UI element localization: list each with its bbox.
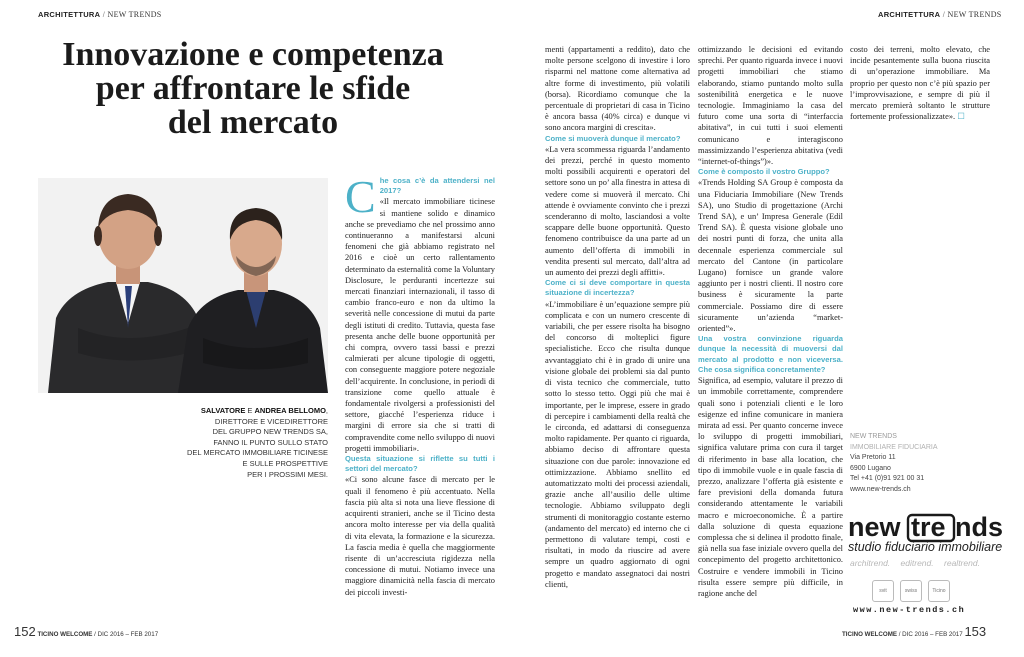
title-line: Innovazione e competenza — [62, 36, 444, 73]
certification-badges — [872, 580, 1002, 602]
section-sub: NEW TRENDS — [107, 10, 162, 19]
two-men-portrait-illustration — [38, 178, 328, 393]
portrait-photo — [38, 178, 328, 393]
article-title — [38, 38, 468, 140]
brand-realtrend: realtrend. — [944, 558, 980, 568]
interview-answer: Significa, ad esempio, valutare il prezzo di un immobile correttamente, comprendere quali sono i potenziali clienti e le loro esigenze ed infine comunicare in maniera mirata ad essi. Per quanto concerne invece lo sviluppo di progetti immobiliari, significa valutare prima con cura il target di riferimento in base alla location, che tipo di immobile vuole e in quale fascia di prezzo, analizzare l’offerta già esistente e fare previsioni della domanda futura considerando attentamente le variabili macro e microeconomiche. È a partire dalla soluzione di questa equazione complessa che si delinea il prodotto finale, già nella sua fase iniziale ovvero quella del concepimento del progetto architettonico. Costruire e vendere immobili in Ticino risulta essere sempre più difficile, in ragione anche del — [698, 376, 843, 598]
caption-conjunction: E — [245, 406, 255, 415]
brand-logos — [850, 558, 1015, 574]
interview-answer: «La vera scommessa riguarda l’andamento dei prezzi, perché in questo momento molti possibili acquirenti e operatori del settore sono un po’ alla finestra in attesa di vedere come si muoverà il mercato. Chi attende è ovviamente convinto che i prezzi scenderanno di molto, lasciandosi a volte scappare delle buone opportunità. Questo fenomeno contribuisce da una parte ad un aumento dell’offerta di immobili in vendita presenti sul mercato, dall’altra ad un aumento dei prezzi degli affitti». — [545, 144, 690, 278]
interview-answer: ottimizzando le decisioni ed evitando sprechi. Per quanto riguarda invece i nuovi progetti immobiliari che stiamo elaborando, stiamo puntando molto sulla sostenibilità energetica e le nuove tecnologie. Immaginiamo la casa del futuro come una sorta di “interfaccia abitativa”, in cui tutti i suoi elementi comunicano e interagiscono massimizzando l’esperienza abitativa (vedi “internet-of-things”)». — [698, 45, 843, 167]
ticino-badge-icon: Ticino — [928, 580, 950, 602]
section-name: ARCHITETTURA — [38, 10, 101, 19]
contact-block — [850, 432, 1010, 496]
section-name: ARCHITETTURA — [878, 10, 941, 19]
article-column-4 — [850, 44, 990, 122]
name-andrea-bellomo: ANDREA BELLOMO — [254, 406, 326, 415]
contact-address: Via Pretorio 11 — [850, 454, 896, 462]
footer-right — [842, 624, 986, 639]
title-line: per affrontare le sfide — [95, 70, 411, 107]
caption-punct: , — [325, 406, 328, 415]
caption-line: DEL MERCATO IMMOBILIARE TICINESE — [187, 448, 328, 458]
interview-question: Come è composto il vostro Gruppo? — [698, 167, 830, 177]
article-column-3 — [698, 44, 843, 599]
contact-company: NEW TRENDS — [850, 433, 897, 440]
interview-question: he cosa c’è da attendersi nel 2017? — [379, 176, 495, 196]
caption-line: FANNO IL PUNTO SULLO STATO — [213, 437, 328, 447]
section-header-right — [878, 10, 1002, 19]
logo-website[interactable]: www.new-trends.ch — [853, 605, 966, 615]
logo-subtitle: studio fiduciario immobiliare — [848, 540, 1003, 554]
interview-answer: menti (appartamenti a reddito), dato che molte persone scelgono di investire i loro risparmi nel mattone come alternativa ad altre forme di investimento, più volatili (borsa). Ricordiamo comunque che la percentuale di proprietari di casa in Ticino è ancora bassa (40% circa) e dunque vi sono ancora margini di crescita». — [545, 45, 690, 133]
caption-line: DEL GRUPPO NEW TRENDS SA, — [212, 427, 328, 437]
interview-answer: «Trends Holding SA Group è composta da una Fiduciaria Immobiliare (New Trends SA), uno Studio di progettazione (Archi Trend SA), e un’ Impresa Generale (Edil Trend SA). È questa visione globale uno dei nostri punti di forza, che unita alla decennale esperienza commerciale sul mercato del Cantone (in particolare Lugano) fornisce un grande valore aggiunto per i nostri clienti. Il nostro core business è sicuramente la parte commerciale. Possiamo dire di essere sicuramente un’azienda “market-oriented”». — [698, 178, 843, 334]
footer-left — [14, 624, 158, 639]
title-line: del mercato — [167, 104, 339, 141]
logo-text-new: new — [848, 512, 901, 542]
caption-line: DIRETTORE E VICEDIRETTORE — [214, 416, 328, 426]
contact-city: 6900 Lugano — [850, 464, 891, 472]
interview-question: Come si muoverà dunque il mercato? — [545, 133, 681, 143]
section-header-left — [38, 10, 162, 19]
contact-website[interactable]: www.new-trends.ch — [850, 485, 911, 493]
logo-text-nds: nds — [955, 512, 1004, 542]
interview-question: Questa situazione si riflette su tutti i settori del mercato? — [345, 454, 495, 474]
separator: / — [940, 10, 948, 19]
logo-text-tre: tre — [911, 512, 946, 542]
end-of-article-icon: ☐ — [957, 112, 965, 122]
section-sub: NEW TRENDS — [947, 10, 1002, 19]
issue-date: / DIC 2016 – FEB 2017 — [897, 631, 963, 638]
article-column-2 — [545, 44, 690, 590]
interview-question: Come ci si deve comportare in questa situazione di incertezza? — [545, 278, 690, 298]
drop-cap: C — [345, 171, 376, 222]
caption-names — [160, 406, 328, 417]
interview-answer: «L’immobiliare è un’equazione sempre più complicata e con un numero crescente di variabili, che per essere risolta ha bisogno del concorso di molteplici figure specialistiche. Ecco che risulta dunque avvantaggiato chi è in grado di unire una visione globale dei problemi sia dal punto di vista tecnico che commerciale, tutto sotto lo stesso tetto. Oggi più che mai è importante, per le imprese, essere in grado di percepire i cambiamenti della realtà che le circonda, ed adattarsi di conseguenza molto rapidamente. Per quanto ci riguarda, abbiamo deciso di affrontare questa situazione con due parole: innovazione ed ottimizzazione. Abbiamo snellito ed automatizzato molti dei processi aziendali, grazie anche all’ausilio delle ultime tecnologie. Abbiamo sviluppato degli strumenti di monitoraggio costante esterno (andamento del mercato) ed interno che ci permettono di valutare tempi, costi e risultati, in modo da riuscire ad avere sempre un quadro aggiornato di ogni progetto e mandato assegnatoci dai nostri clienti, — [545, 299, 690, 589]
separator: / — [100, 10, 108, 19]
article-column-1 — [345, 171, 495, 598]
caption-line: PER I PROSSIMI MESI. — [247, 469, 328, 479]
page-number: 152 — [14, 624, 36, 639]
svit-badge-icon: svit — [872, 580, 894, 602]
caption-line: E SULLE PROSPETTIVE — [242, 458, 328, 468]
issue-date: / DIC 2016 – FEB 2017 — [92, 631, 159, 638]
magazine-name: TICINO WELCOME — [842, 631, 897, 638]
interview-answer: costo dei terreni, molto elevato, che incide pesantemente sulla buona riuscita di un’operazione immobiliare. Ma proprio per questo non c’è più spazio per l’improvvisazione, e sempre di più il mercato premierà soltanto le strutture fortemente professionalizzate». — [850, 45, 990, 122]
swiss-badge-icon: swiss — [900, 580, 922, 602]
brand-architrend: architrend. — [850, 558, 891, 568]
page-number: 153 — [964, 624, 987, 639]
interview-answer: «Il mercato immobiliare ticinese si mantiene solido e dinamico anche se prevediamo che nel prossimo anno continueranno a manifestarsi alcuni fenomeni che già abbiamo registrato nel 2016 e cioè un certo rallentamento determinato da esternalità come la Voluntary Disclosure, le perduranti incertezze sui mercati finanziari internazionali, il tasso di cambio franco-euro e non da ultimo la severità nelle concessione di mutui da parte degli istituti di credito. Tuttavia, questa fase presenta anche delle buone opportunità per chi compra, ovvero tassi bassi e prezzi calmierati per alcune tipologie di oggetti, con conseguente maggiore potere negoziale dell’acquirente. In conclusione, in periodi di transizione come quello attuale è fondamentale rivolgersi a professionisti del settore, giacché l’esperienza riduce i margini di errore sia che si tratti di compravendite come nello sviluppo di nuovi progetti immobiliari». — [345, 197, 495, 453]
contact-phone: Tel +41 (0)91 921 00 31 — [850, 475, 925, 483]
contact-tagline: IMMOBILIARE FIDUCIARIA — [850, 443, 938, 451]
name-salvatore: SALVATORE — [200, 406, 246, 415]
interview-answer: «Ci sono alcune fasce di mercato per le quali il fenomeno è più accentuato. Nella fascia più alta si nota una lieve flessione di acquirenti stranieri, anche se il Ticino desta ancora molto interesse per via della qualità di vita elevata, la formazione e la sicurezza. La fascia media è quella che maggiormente risente di un’accresciuta rigidezza nella concessione di mutui. Notiamo invece una maggiore dinamicità nella fascia di mercato dei piccoli investi- — [345, 475, 495, 597]
brand-editrend: editrend. — [900, 558, 934, 568]
interview-question: Una vostra convinzione riguarda dunque la necessità di muoversi dal mercato al prodotto e non viceversa. Che cosa significa concretamente? — [698, 334, 843, 374]
magazine-name: TICINO WELCOME — [37, 631, 93, 638]
photo-caption — [160, 406, 328, 480]
